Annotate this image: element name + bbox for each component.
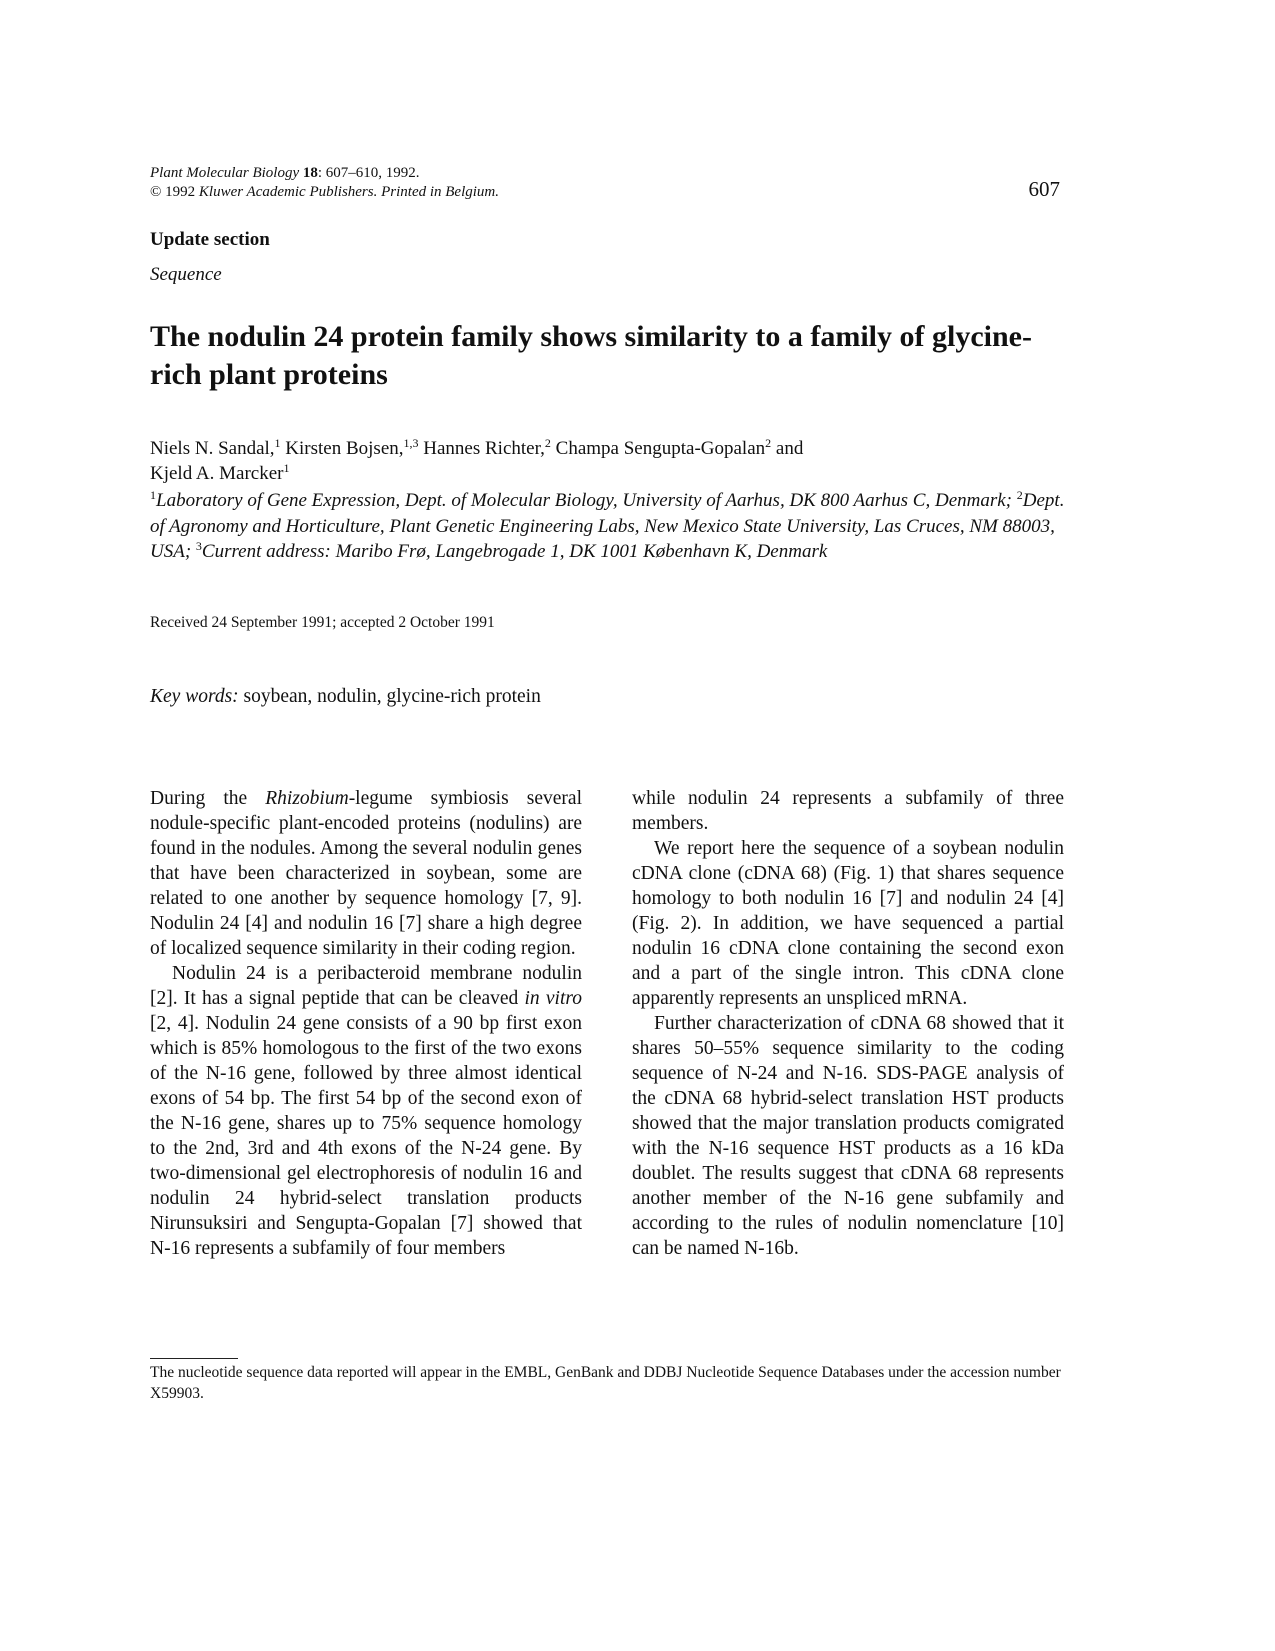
author-name: Kirsten Bojsen, [285, 438, 404, 459]
page-number: 607 [1028, 177, 1060, 201]
journal-citation [150, 164, 499, 202]
text-run: Nodulin 24 is a peribacteroid membrane nodulin [2]. It has a signal peptide that can be cleaved [150, 963, 582, 1009]
affiliation-marker: 2 [1016, 488, 1023, 502]
author-affiliation-marker: 2 [544, 436, 551, 450]
body-paragraph [150, 961, 582, 1261]
author-affiliation-marker: 1,3 [403, 436, 419, 450]
journal-name: Plant Molecular Biology [150, 165, 300, 181]
affiliation-marker: 3 [195, 539, 202, 553]
text-run-italic: Rhizobium [265, 788, 349, 809]
affiliation-text: Current address: Maribo Frø, Langebrogade 1, DK 1001 København K, Denmark [201, 541, 828, 562]
footnote: The nucleotide sequence data reported will appear in the EMBL, GenBank and DDBJ Nucleotide Sequence Databases under the accession number X59903. [150, 1364, 1061, 1402]
keywords [150, 686, 541, 708]
journal-line [150, 164, 499, 183]
body-paragraph: We report here the sequence of a soybean nodulin cDNA clone (cDNA 68) (Fig. 1) that shares sequence homology to both nodulin 16 [7] and nodulin 24 [4] (Fig. 2). In addition, we have sequenced a partial nodulin 16 cDNA clone containing the second exon and a part of the single intron. This cDNA clone apparently represents an unspliced mRNA. [632, 838, 1064, 1009]
journal-volume: 18 [302, 165, 318, 181]
body-paragraph: while nodulin 24 represents a subfamily of three members. [632, 788, 1064, 834]
author-list [150, 436, 1080, 486]
keywords-text: soybean, nodulin, glycine-rich protein [243, 686, 541, 707]
author-affiliation-marker: 1 [283, 461, 290, 475]
article-title: The nodulin 24 protein family shows similarity to a family of glycine-rich plant proteins [150, 320, 1032, 391]
text-run: [2, 4]. Nodulin 24 gene consists of a 90 bp first exon which is 85% homologous to the first of the two exons of the N-16 gene, followed by three almost identical exons of 54 bp. The first 54 bp of the second exon of the N-16 gene, shares up to 75% sequence homology to the 2nd, 3rd and 4th exons of the N-24 gene. By two-dimensional gel electrophoresis of nodulin 16 and nodulin 24 hybrid-select translation products Nirunsuksiri and Sengupta-Gopalan [7] showed that N-16 represents a subfamily of four members [150, 1013, 582, 1259]
body-column-left [150, 786, 582, 1261]
author-affiliation-marker: 1 [274, 436, 281, 450]
body-paragraph [150, 786, 582, 961]
journal-pages-year: : 607–610, 1992. [317, 165, 420, 181]
copyright-text: Kluwer Academic Publishers. Printed in Belgium. [198, 184, 500, 200]
author-affiliation-marker: 2 [765, 436, 772, 450]
author-name: Niels N. Sandal, [150, 438, 275, 459]
copyright-symbol: © [150, 184, 162, 200]
affiliation-text: Laboratory of Gene Expression, Dept. of Molecular Biology, University of Aarhus, DK 800 Aarhus C, Denmark; [156, 490, 1013, 511]
author-connector: and [775, 438, 804, 459]
affiliation-text: Dept. of Agronomy and Horticulture, Plant Genetic Engineering Labs, New Mexico State University, Las Cruces, NM 88003, USA; [150, 490, 1065, 562]
subsection-heading: Sequence [150, 264, 222, 285]
copyright-year: 1992 [165, 184, 196, 200]
copyright-line [150, 183, 499, 202]
author-name: Champa Sengupta-Gopalan [555, 438, 766, 459]
text-run: During the [150, 788, 248, 809]
received-dates: Received 24 September 1991; accepted 2 October 1991 [150, 614, 495, 631]
text-run: -legume symbiosis several nodule-specific plant-encoded proteins (nodulins) are found in the nodules. Among the several nodulin genes that have been characterized in soybean, some are related to one another by sequence homology [7, 9]. Nodulin 24 [4] and nodulin 16 [7] share a high degree of localized sequence similarity in their coding region. [150, 788, 582, 959]
keywords-label: Key words: [150, 686, 239, 707]
footnote-rule [150, 1358, 238, 1359]
section-heading: Update section [150, 229, 270, 250]
author-name: Kjeld A. Marcker [150, 463, 284, 484]
affiliation-marker: 1 [150, 488, 156, 502]
affiliations [150, 488, 1080, 565]
text-run-italic: in vitro [524, 988, 583, 1009]
author-name: Hannes Richter, [423, 438, 545, 459]
body-paragraph: Further characterization of cDNA 68 showed that it shares 50–55% sequence similarity to the coding sequence of N-24 and N-16. SDS-PAGE analysis of the cDNA 68 hybrid-select translation HST products showed that the major translation products comigrated with the N-16 sequence HST products as a 16 kDa doublet. The results suggest that cDNA 68 represents another member of the N-16 gene subfamily and according to the rules of nodulin nomenclature [10] can be named N-16b. [632, 1013, 1064, 1259]
body-column-right [632, 786, 1064, 1261]
